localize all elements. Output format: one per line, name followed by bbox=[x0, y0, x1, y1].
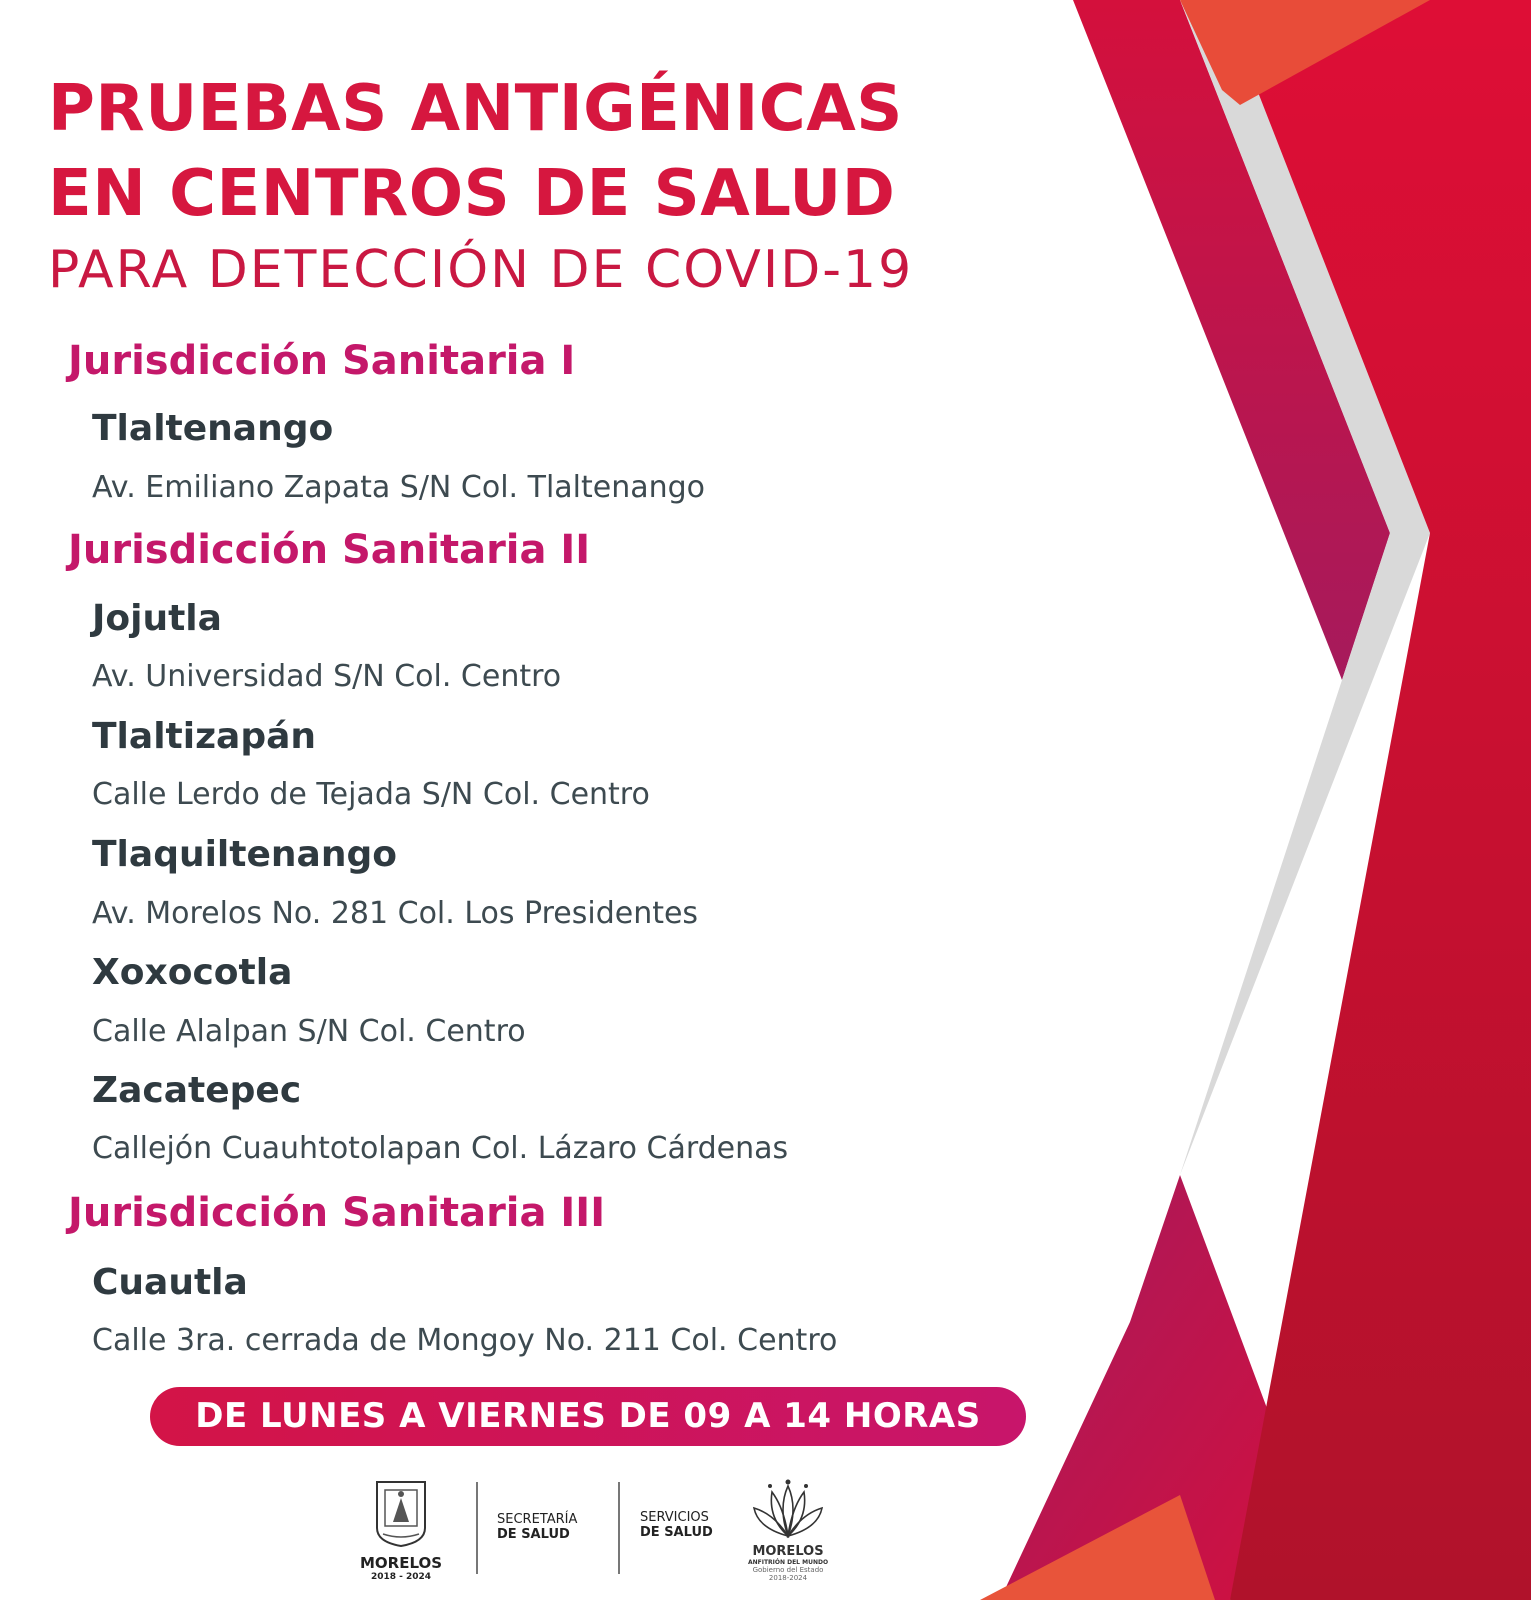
morelos-logo-years: 2018 - 2024 bbox=[370, 1572, 432, 1582]
anfitrion-logo-name: MORELOS bbox=[752, 1544, 824, 1559]
center-address-xoxocotla: Calle Alalpan S/N Col. Centro bbox=[92, 1014, 526, 1049]
lotus-flower-icon bbox=[748, 1478, 828, 1540]
morelos-state-logo bbox=[350, 1478, 452, 1582]
anfitrion-logo-years: 2018-2024 bbox=[768, 1574, 808, 1582]
servicios-line-2: DE SALUD bbox=[640, 1525, 713, 1540]
servicios-line-1: SERVICIOS bbox=[640, 1510, 709, 1525]
title-line-2: EN CENTROS DE SALUD bbox=[48, 157, 896, 231]
morelos-logo-name: MORELOS bbox=[359, 1554, 443, 1572]
center-address-cuautla: Calle 3ra. cerrada de Mongoy No. 211 Col. Centro bbox=[92, 1323, 838, 1358]
center-name-tlaquiltenango: Tlaquiltenango bbox=[92, 834, 397, 875]
anfitrion-logo-sub: ANFITRIÓN DEL MUNDO bbox=[747, 1559, 829, 1566]
title-line-1: PRUEBAS ANTIGÉNICAS bbox=[48, 72, 903, 146]
schedule-banner: DE LUNES A VIERNES DE 09 A 14 HORAS bbox=[150, 1387, 1026, 1446]
footer-divider-1 bbox=[476, 1482, 478, 1574]
anfitrion-logo-gov: Gobierno del Estado bbox=[752, 1566, 824, 1574]
state-coat-of-arms-icon bbox=[373, 1478, 429, 1548]
footer-divider-2 bbox=[618, 1482, 620, 1574]
jurisdiction-heading-2: Jurisdicción Sanitaria II bbox=[68, 527, 591, 573]
secretaria-line-2: DE SALUD bbox=[497, 1527, 570, 1542]
servicios-de-salud-logo bbox=[640, 1510, 713, 1540]
jurisdiction-heading-3: Jurisdicción Sanitaria III bbox=[68, 1190, 606, 1236]
center-address-tlaltizapan: Calle Lerdo de Tejada S/N Col. Centro bbox=[92, 777, 650, 812]
center-name-zacatepec: Zacatepec bbox=[92, 1070, 302, 1111]
center-address-tlaltenango: Av. Emiliano Zapata S/N Col. Tlaltenango bbox=[92, 470, 706, 505]
center-address-tlaquiltenango: Av. Morelos No. 281 Col. Los Presidentes bbox=[92, 896, 699, 931]
center-address-zacatepec: Callejón Cuauhtotolapan Col. Lázaro Cárdenas bbox=[92, 1131, 789, 1166]
center-name-tlaltenango: Tlaltenango bbox=[92, 408, 334, 449]
center-name-tlaltizapan: Tlaltizapán bbox=[92, 716, 317, 757]
secretaria-line-1: SECRETARÍA bbox=[497, 1512, 578, 1527]
center-name-cuautla: Cuautla bbox=[92, 1262, 248, 1303]
title-subtitle: PARA DETECCIÓN DE COVID-19 bbox=[48, 240, 914, 300]
secretaria-de-salud-logo bbox=[497, 1512, 577, 1542]
center-address-jojutla: Av. Universidad S/N Col. Centro bbox=[92, 659, 562, 694]
center-name-jojutla: Jojutla bbox=[92, 598, 222, 639]
center-name-xoxocotla: Xoxocotla bbox=[92, 952, 293, 993]
jurisdiction-heading-1: Jurisdicción Sanitaria I bbox=[68, 338, 576, 384]
morelos-anfitrion-logo bbox=[738, 1478, 838, 1582]
